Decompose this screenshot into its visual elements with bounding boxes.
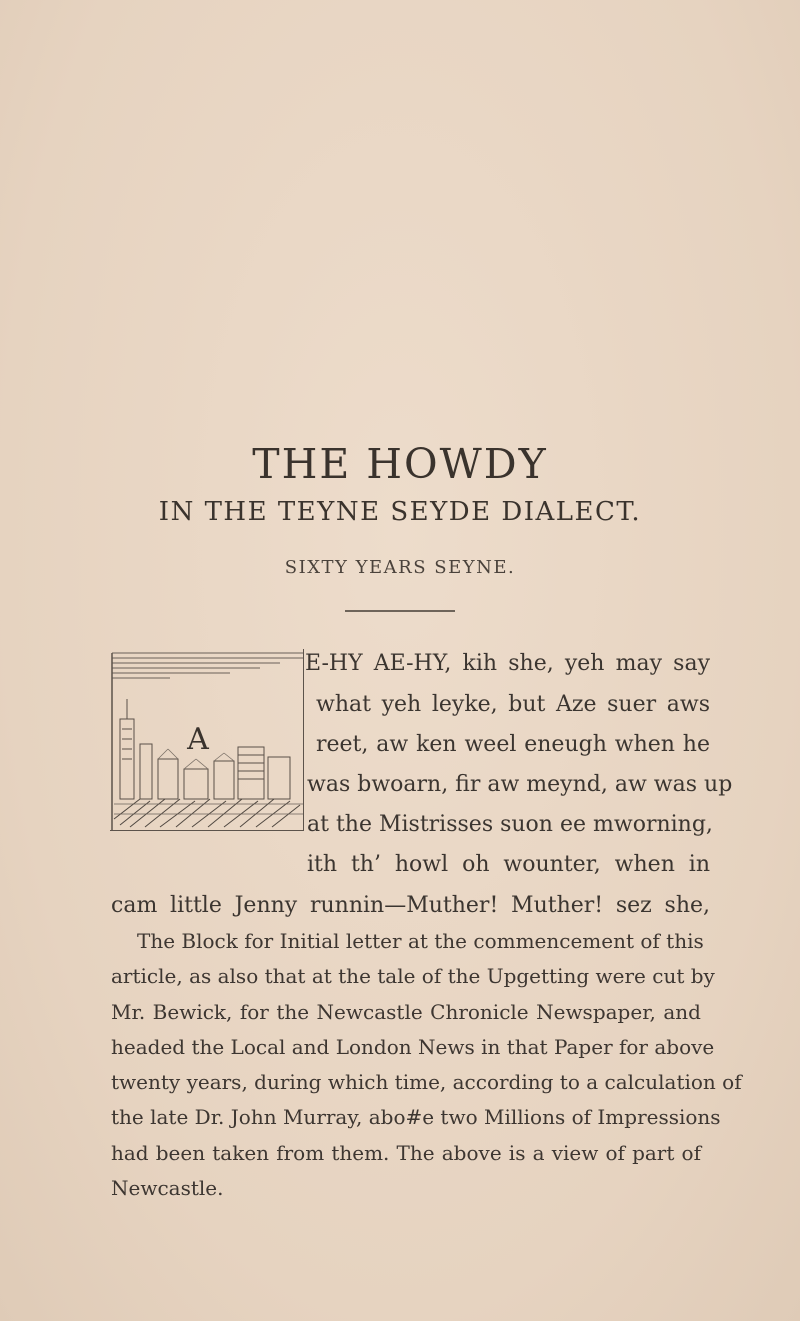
footnote-line: The Block for Initial letter at the commencement of this xyxy=(137,929,704,953)
divider-rule xyxy=(345,610,455,612)
section-heading: SIXTY YEARS SEYNE. xyxy=(284,557,516,578)
story-line: what yeh leyke, but Aze suer aws xyxy=(316,692,710,717)
footnote-line: Newcastle. xyxy=(111,1176,224,1201)
story-line: at the Mistrisses suon ee mworning, xyxy=(307,812,713,837)
footnote-line: article, as also that at the tale of the Upgetting were cut by xyxy=(111,964,715,989)
story-line: ith th’ howl oh wounter, when in xyxy=(307,852,710,877)
page-title: THE HOWDY xyxy=(252,440,548,488)
footnote-line: had been taken from them. The above is a view of part of xyxy=(111,1140,701,1165)
story-line: E-HY AE-HY, kih she, yeh may say xyxy=(305,651,710,676)
story-line: cam little Jenny runnin—Muther! Muther! sez she, xyxy=(111,893,710,918)
page-subtitle: IN THE TEYNE SEYDE DIALECT. xyxy=(158,497,642,527)
footnote-paragraph xyxy=(111,924,742,1206)
footnote-line: headed the Local and London News in that Paper for above xyxy=(111,1034,715,1059)
initial-letter-woodcut xyxy=(110,649,304,831)
footnote-line: Mr. Bewick, for the Newcastle Chronicle Newspaper, and xyxy=(111,999,701,1024)
story-line: reet, aw ken weel eneugh when he xyxy=(316,732,710,757)
story-line: was bwoarn, fir aw meynd, aw was up xyxy=(307,772,733,797)
woodcut-illustration xyxy=(110,649,303,830)
footnote-line: the late Dr. John Murray, abo#e two Millions of Impressions xyxy=(111,1105,721,1130)
footnote-line: twenty years, during which time, according to a calculation of xyxy=(111,1070,742,1095)
initial-letter-a: A xyxy=(187,722,209,757)
